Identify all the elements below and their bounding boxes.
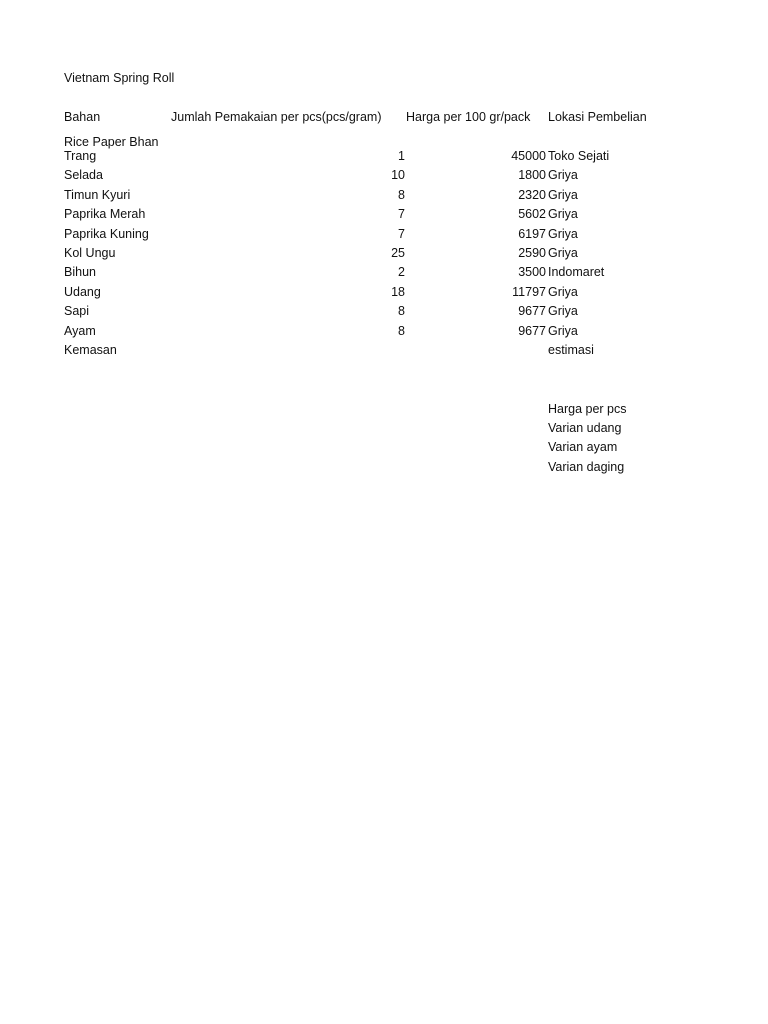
- row-location: Toko Sejati: [548, 149, 610, 163]
- row-name-line2: Trang: [64, 149, 97, 163]
- row-price: 5602: [518, 207, 546, 221]
- note-harga-per-pcs: Harga per pcs: [548, 402, 627, 416]
- row-price: 9677: [518, 324, 546, 338]
- row-location: Griya: [548, 227, 578, 241]
- row-location: Griya: [548, 207, 578, 221]
- row-qty: 7: [398, 227, 405, 241]
- row-qty: 2: [398, 265, 405, 279]
- row-location: Griya: [548, 324, 578, 338]
- row-qty: 8: [398, 324, 405, 338]
- row-name-line1: Rice Paper Bhan: [64, 135, 159, 149]
- row-name: Bihun: [64, 265, 96, 279]
- row-name: Ayam: [64, 324, 96, 338]
- row-name: Kol Ungu: [64, 246, 116, 260]
- row-qty: 8: [398, 188, 405, 202]
- row-name: Selada: [64, 168, 103, 182]
- row-name: Timun Kyuri: [64, 188, 131, 202]
- header-lokasi: Lokasi Pembelian: [548, 110, 647, 124]
- row-price: 11797: [512, 285, 546, 299]
- row-price: 2590: [518, 246, 546, 260]
- header-jumlah: Jumlah Pemakaian per pcs(pcs/gram): [171, 110, 382, 124]
- row-name: Sapi: [64, 304, 90, 318]
- row-location: Griya: [548, 168, 578, 182]
- header-bahan: Bahan: [64, 110, 101, 124]
- row-price: 6197: [518, 227, 546, 241]
- row-price: 2320: [518, 188, 546, 202]
- row-price: 45000: [511, 149, 546, 163]
- row-price: 1800: [518, 168, 546, 182]
- row-location: estimasi: [548, 343, 594, 357]
- note-varian-ayam: Varian ayam: [548, 440, 618, 454]
- row-name: Kemasan: [64, 343, 117, 357]
- row-qty: 18: [391, 285, 405, 299]
- row-name: Udang: [64, 285, 101, 299]
- row-location: Indomaret: [548, 265, 605, 279]
- row-location: Griya: [548, 285, 578, 299]
- row-qty: 25: [391, 246, 405, 260]
- row-qty: 10: [391, 168, 405, 182]
- row-location: Griya: [548, 188, 578, 202]
- note-varian-daging: Varian daging: [548, 460, 625, 474]
- row-qty: 8: [398, 304, 405, 318]
- row-qty: 7: [398, 207, 405, 221]
- row-qty: 1: [398, 149, 405, 163]
- row-price: 3500: [518, 265, 546, 279]
- row-name: Paprika Kuning: [64, 227, 149, 241]
- row-location: Griya: [548, 304, 578, 318]
- row-price: 9677: [518, 304, 546, 318]
- row-name: Paprika Merah: [64, 207, 146, 221]
- header-harga: Harga per 100 gr/pack: [406, 110, 531, 124]
- document-title: Vietnam Spring Roll: [64, 71, 175, 85]
- note-varian-udang: Varian udang: [548, 421, 622, 435]
- row-location: Griya: [548, 246, 578, 260]
